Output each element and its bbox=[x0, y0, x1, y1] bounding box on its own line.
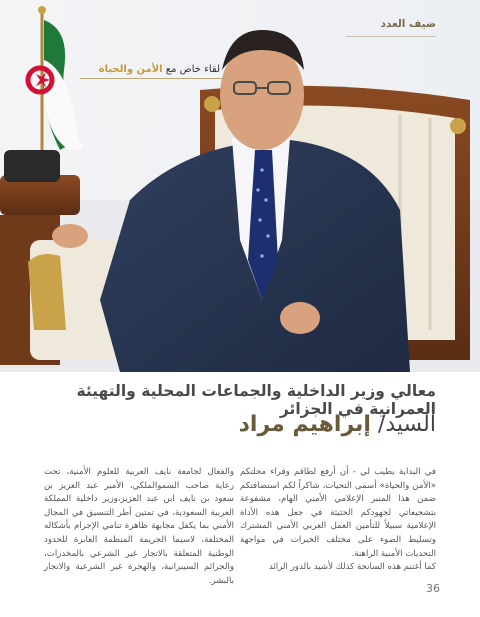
article-title: معالي وزير الداخلية والجماعات المحلية والتهيئة العمرانية في الجزائر bbox=[76, 382, 436, 418]
body-column-left bbox=[44, 466, 234, 588]
body-column-right bbox=[240, 466, 436, 575]
name-prefix: السيد/ bbox=[377, 412, 436, 437]
section-tag: ضيف العدد bbox=[380, 18, 436, 30]
interview-divider bbox=[80, 78, 230, 79]
guest-name bbox=[239, 412, 436, 437]
paragraph: كما أغتنم هذه السانحة كذلك لأشيد بالدور الرائد bbox=[268, 562, 436, 573]
name-text: إبراهيم مراد bbox=[238, 412, 371, 437]
section-divider bbox=[346, 36, 436, 37]
paragraph: في البداية يطيب لي - أن أرفع لطاقم وقراء مجلتكم «الأمن والحياة» أسمى التحيات، شاكراً لكم استضافتكم ضمن هذا المنبر الإعلامي الأمني الهام، مشفوعة بتشجيعاتي لجهودكم الحثيثة في جعل هذه الأداة الإعلامية سبيلاً للتأمين العمل العربي الأمني المشترك وتسليط الضوء على مختلف الخبرات في مواجهة التحديات الأمنية الراهنة. bbox=[240, 467, 436, 559]
paragraph: والفعال لجامعة نايف العربية للعلوم الأمنية، تحت رعاية صاحب السموالملكي، الأمير عبد العزيز بن سعود بن نايف ابن عبد العزيز،وزير داخلية المملكة العربية السعودية، في تمتين أطر التنسيق في المجال الأمني بما يكفل مجابهة ظاهرة تنامي الإجرام بأشكاله المختلفة، لاسيما الجريمة المنظمة العابرة للحدود الوطنية المتعلقة بالاتجار غير الشرعي بالمخدرات، والجرائم السيبرانية، والهجرة غير الشرعية والاتجار بالبشر. bbox=[44, 467, 234, 586]
interview-prefix: لقاء خاص مع bbox=[165, 64, 220, 75]
page-number: 36 bbox=[426, 582, 440, 595]
interview-caption bbox=[90, 64, 220, 75]
interview-highlight: الأمن والحياة bbox=[98, 64, 163, 75]
